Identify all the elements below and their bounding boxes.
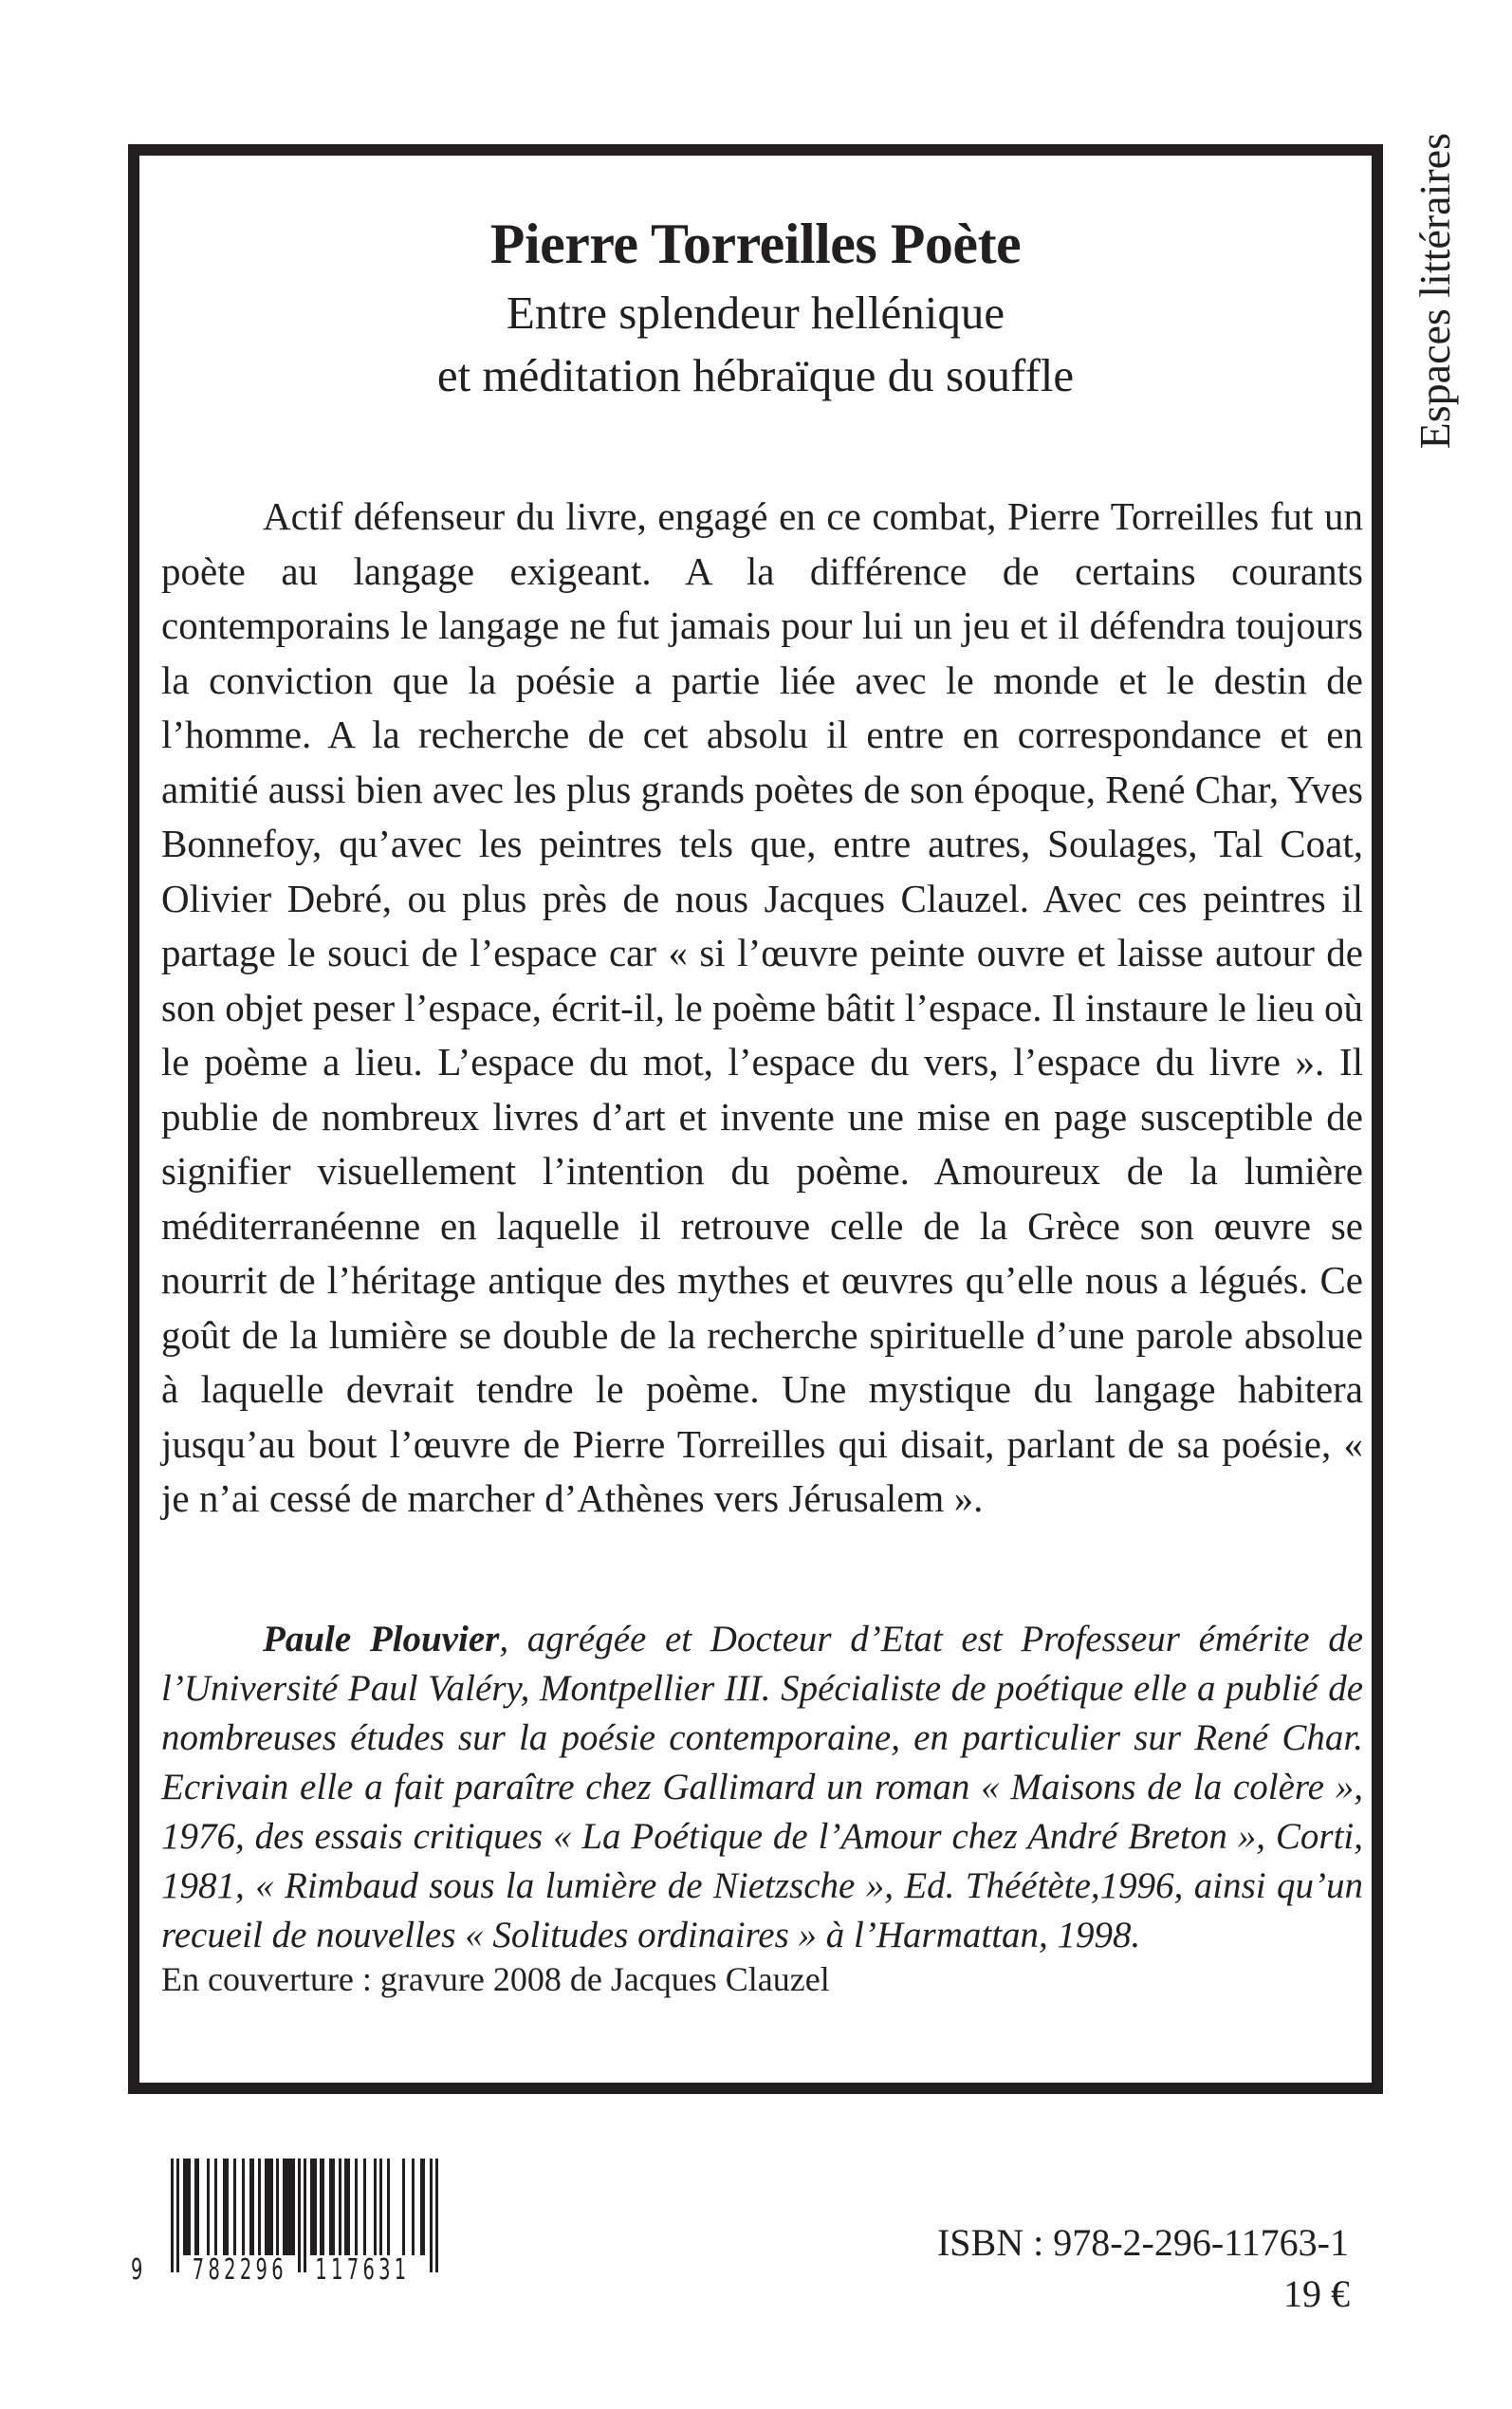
blurb-paragraph	[161, 490, 1363, 1527]
title-block	[139, 211, 1372, 406]
price: 19 €	[1283, 2272, 1350, 2315]
blurb-indent	[161, 494, 263, 538]
barcode-right-digits: 117631	[315, 2253, 411, 2287]
author-bio-text: , agrégée et Docteur d’Etat est Professeur émérite de l’Université Paul Valéry, Montpellier III. Spécialiste de poétique elle a publié de nombreuses études sur la poésie contemporaine, en particulier sur René Char. Ecrivain elle a fait paraître chez Gallimard un roman « Maisons de la colère », 1976, des essais critiques « La Poétique de l’Amour chez André Breton », Corti, 1981, « Rimbaud sous la lumière de Nietzsche », Ed. Théétète,1996, ainsi qu’un recueil de nouvelles « Solitudes ordinaires » à l’Harmattan, 1998.	[161, 1619, 1364, 1955]
barcode-digits	[131, 2253, 411, 2291]
barcode-left-digits: 782296	[192, 2253, 287, 2287]
isbn: ISBN : 978-2-296-11763-1	[936, 2221, 1349, 2264]
series-label	[1394, 133, 1476, 508]
book-title: Pierre Torreilles Poète	[489, 213, 1022, 275]
barcode	[131, 2159, 482, 2291]
series-name: Espaces littéraires	[1411, 133, 1459, 450]
cover-credit: En couverture : gravure 2008 de Jacques Clauzel	[161, 1960, 830, 1998]
book-subtitle-line-2: et méditation hébraïque du souffle	[436, 349, 1075, 401]
bio-indent	[161, 1619, 263, 1659]
author-name: Paule Plouvier	[263, 1619, 500, 1659]
barcode-lead-digit: 9	[131, 2253, 143, 2287]
book-subtitle-line-1: Entre splendeur hellénique	[506, 287, 1005, 339]
author-bio	[161, 1615, 1363, 1960]
blurb-text: Actif défenseur du livre, engagé en ce combat, Pierre Torreilles fut un poète au langage exigeant. A la différence de certains courants contemporains le langage ne fut jamais pour lui un jeu et il défendra toujours la conviction que la poésie a partie liée avec le monde et le destin de l’homme. A la recherche de cet absolu il entre en correspondance et en amitié aussi bien avec les plus grands poètes de son époque, René Char, Yves Bonnefoy, qu’avec les peintres tels que, entre autres, Soulages, Tal Coat, Olivier Debré, ou plus près de nous Jacques Clauzel. Avec ces peintres il partage le souci de l’espace car « si l’œuvre peinte ouvre et laisse autour de son objet peser l’espace, écrit-il, le poème bâtit l’espace. Il instaure le lieu où le poème a lieu. L’espace du mot, l’espace du vers, l’espace du livre ». Il publie de nombreux livres d’art et invente une mise en page susceptible de signifier visuellement l’intention du poème. Amoureux de la lumière méditerranéenne en laquelle il retrouve celle de la Grèce son œuvre se nourrit de l’héritage antique des mythes et œuvres qu’elle nous a légués. Ce goût de la lumière se double de la recherche spirituelle d’une parole absolue à laquelle devrait tendre le poème. Une mystique du langage habitera jusqu’au bout l’œuvre de Pierre Torreilles qui disait, parlant de sa poésie, « je n’ai cessé de marcher d’Athènes vers Jérusalem ».	[161, 494, 1363, 1520]
back-cover-frame	[128, 144, 1383, 2094]
